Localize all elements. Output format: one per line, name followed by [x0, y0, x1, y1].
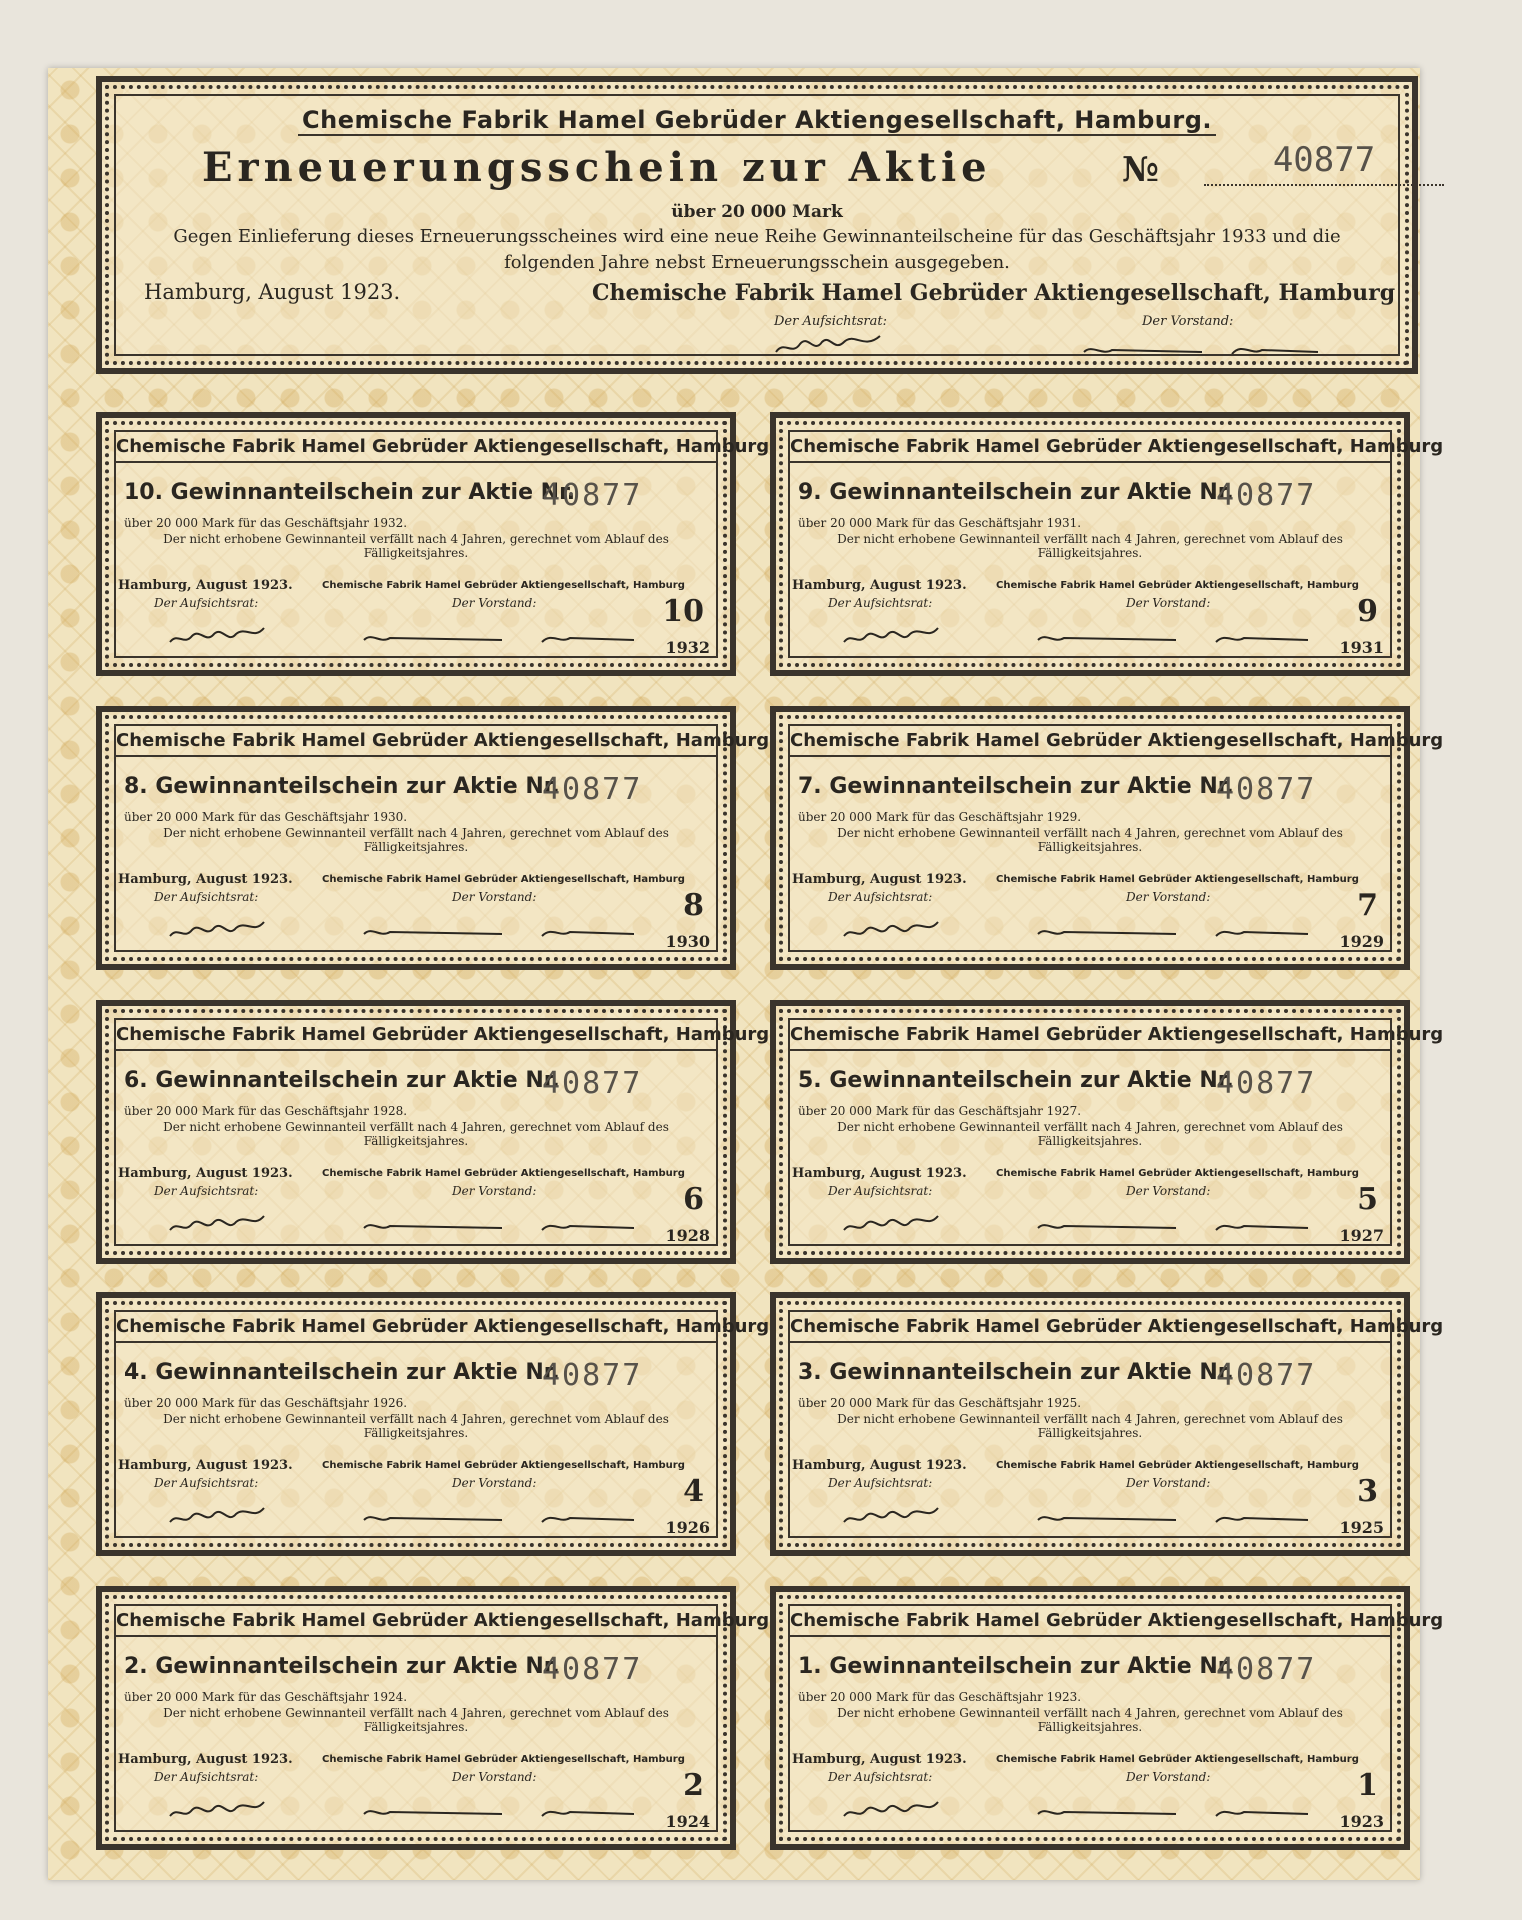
coupon-signer: Chemische Fabrik Hamel Gebrüder Aktiengesellschaft, Hamburg — [996, 1168, 1359, 1179]
coupon-year: 1931 — [1339, 638, 1384, 657]
coupon-share-number: 40877 — [1216, 478, 1317, 513]
coupon-company: Chemische Fabrik Hamel Gebrüder Aktiengesellschaft, Hamburg — [116, 1610, 716, 1637]
renewal-text: Gegen Einlieferung dieses Erneuerungsscheines wird eine neue Reihe Gewinnanteilscheine für das Geschäftsjahr 1933 und die folgenden Jahre nebst Erneuerungsschein ausgegeben. — [173, 226, 1341, 273]
coupon-terms: Der nicht erhobene Gewinnanteil verfällt nach 4 Jahren, gerechnet vom Ablauf des Fälligkeitsjahres. — [837, 1706, 1343, 1734]
coupon-signer: Chemische Fabrik Hamel Gebrüder Aktiengesellschaft, Hamburg — [322, 874, 685, 885]
signature-supervisory — [842, 1212, 942, 1238]
signature-supervisory — [168, 918, 268, 944]
coupon-sequence-number: 4 — [683, 1474, 704, 1509]
coupon-place-date: Hamburg, August 1923. — [118, 1166, 293, 1181]
coupon-terms: Der nicht erhobene Gewinnanteil verfällt nach 4 Jahren, gerechnet vom Ablauf des Fälligkeitsjahres. — [163, 1120, 669, 1148]
coupon-signer: Chemische Fabrik Hamel Gebrüder Aktiengesellschaft, Hamburg — [996, 1754, 1359, 1765]
coupon-sequence-number: 9 — [1357, 594, 1378, 629]
coupon-sequence-number: 5 — [1357, 1182, 1378, 1217]
coupon-title: 3. Gewinnanteilschein zur Aktie Nr. — [798, 1360, 1234, 1385]
signature-board — [1036, 922, 1316, 944]
coupon-supervisory-label: Der Aufsichtsrat: — [154, 890, 259, 904]
signature-board — [1036, 1508, 1316, 1530]
coupon-fiscal-year-text: über 20 000 Mark für das Geschäftsjahr 1928. — [124, 1104, 408, 1118]
coupon-terms: Der nicht erhobene Gewinnanteil verfällt nach 4 Jahren, gerechnet vom Ablauf des Fälligkeitsjahres. — [837, 1412, 1343, 1440]
coupon-share-number: 40877 — [542, 1066, 643, 1101]
coupon-signer: Chemische Fabrik Hamel Gebrüder Aktiengesellschaft, Hamburg — [322, 1460, 685, 1471]
dividend-coupon-5 — [770, 1000, 1444, 1264]
coupon-title: 6. Gewinnanteilschein zur Aktie Nr. — [124, 1068, 560, 1093]
coupon-title: 2. Gewinnanteilschein zur Aktie Nr. — [124, 1654, 560, 1679]
coupon-share-number: 40877 — [1216, 1066, 1317, 1101]
signature-board — [362, 1216, 642, 1238]
signature-board — [1036, 1216, 1316, 1238]
coupon-title: 9. Gewinnanteilschein zur Aktie Nr. — [798, 480, 1234, 505]
coupon-share-number: 40877 — [542, 1358, 643, 1393]
coupon-title: 1. Gewinnanteilschein zur Aktie Nr. — [798, 1654, 1234, 1679]
coupon-supervisory-label: Der Aufsichtsrat: — [828, 1184, 933, 1198]
coupon-share-number: 40877 — [542, 1652, 643, 1687]
coupon-sequence-number: 6 — [683, 1182, 704, 1217]
coupon-supervisory-label: Der Aufsichtsrat: — [154, 596, 259, 610]
coupon-year: 1929 — [1339, 932, 1384, 951]
coupon-fiscal-year-text: über 20 000 Mark für das Geschäftsjahr 1924. — [124, 1690, 408, 1704]
coupon-supervisory-label: Der Aufsichtsrat: — [154, 1476, 259, 1490]
coupon-company: Chemische Fabrik Hamel Gebrüder Aktiengesellschaft, Hamburg — [116, 730, 716, 757]
coupon-fiscal-year-text: über 20 000 Mark für das Geschäftsjahr 1923. — [798, 1690, 1082, 1704]
renewal-share-number: 40877 — [1204, 140, 1444, 186]
signature-supervisory — [774, 330, 884, 360]
coupon-board-label: Der Vorstand: — [1126, 1770, 1211, 1784]
number-sign: № — [1122, 150, 1159, 190]
coupon-share-number: 40877 — [1216, 1652, 1317, 1687]
dividend-coupon-2 — [96, 1586, 770, 1850]
coupon-sequence-number: 7 — [1357, 888, 1378, 923]
coupon-year: 1928 — [665, 1226, 710, 1245]
coupon-fiscal-year-text: über 20 000 Mark für das Geschäftsjahr 1927. — [798, 1104, 1082, 1118]
coupon-title: 10. Gewinnanteilschein zur Aktie Nr. — [124, 480, 576, 505]
coupon-signer: Chemische Fabrik Hamel Gebrüder Aktiengesellschaft, Hamburg — [322, 1168, 685, 1179]
coupon-company: Chemische Fabrik Hamel Gebrüder Aktiengesellschaft, Hamburg — [116, 1024, 716, 1051]
signature-board — [362, 628, 642, 650]
coupon-board-label: Der Vorstand: — [452, 596, 537, 610]
dividend-coupon-7 — [770, 706, 1444, 970]
coupon-year: 1923 — [1339, 1812, 1384, 1831]
signature-board — [1036, 628, 1316, 650]
coupon-signer: Chemische Fabrik Hamel Gebrüder Aktiengesellschaft, Hamburg — [996, 1460, 1359, 1471]
coupon-terms: Der nicht erhobene Gewinnanteil verfällt nach 4 Jahren, gerechnet vom Ablauf des Fälligkeitsjahres. — [837, 1120, 1343, 1148]
coupon-company: Chemische Fabrik Hamel Gebrüder Aktiengesellschaft, Hamburg — [116, 436, 716, 463]
coupon-share-number: 40877 — [1216, 772, 1317, 807]
coupon-year: 1926 — [665, 1518, 710, 1537]
coupon-place-date: Hamburg, August 1923. — [118, 872, 293, 887]
dividend-coupon-10 — [96, 412, 770, 676]
renewal-signer: Chemische Fabrik Hamel Gebrüder Aktiengesellschaft, Hamburg — [592, 280, 1396, 306]
coupon-share-number: 40877 — [542, 772, 643, 807]
coupon-supervisory-label: Der Aufsichtsrat: — [828, 1770, 933, 1784]
renewal-board-label: Der Vorstand: — [1142, 314, 1234, 329]
coupon-board-label: Der Vorstand: — [1126, 890, 1211, 904]
coupon-terms: Der nicht erhobene Gewinnanteil verfällt nach 4 Jahren, gerechnet vom Ablauf des Fälligkeitsjahres. — [163, 1706, 669, 1734]
coupon-supervisory-label: Der Aufsichtsrat: — [828, 1476, 933, 1490]
signature-board — [362, 1508, 642, 1530]
coupon-place-date: Hamburg, August 1923. — [792, 1458, 967, 1473]
renewal-coupon — [96, 76, 1418, 374]
signature-supervisory — [842, 624, 942, 650]
coupon-title: 4. Gewinnanteilschein zur Aktie Nr. — [124, 1360, 560, 1385]
signature-supervisory — [168, 1504, 268, 1530]
coupon-supervisory-label: Der Aufsichtsrat: — [828, 890, 933, 904]
coupon-signer: Chemische Fabrik Hamel Gebrüder Aktiengesellschaft, Hamburg — [996, 580, 1359, 591]
coupon-supervisory-label: Der Aufsichtsrat: — [154, 1770, 259, 1784]
coupon-signer: Chemische Fabrik Hamel Gebrüder Aktiengesellschaft, Hamburg — [322, 580, 685, 591]
coupon-place-date: Hamburg, August 1923. — [118, 1458, 293, 1473]
coupon-company: Chemische Fabrik Hamel Gebrüder Aktiengesellschaft, Hamburg — [790, 1024, 1390, 1051]
coupon-year: 1930 — [665, 932, 710, 951]
coupon-sequence-number: 3 — [1357, 1474, 1378, 1509]
signature-board — [362, 922, 642, 944]
coupon-board-label: Der Vorstand: — [452, 1770, 537, 1784]
coupon-year: 1932 — [665, 638, 710, 657]
coupon-title: 8. Gewinnanteilschein zur Aktie Nr. — [124, 774, 560, 799]
coupon-company: Chemische Fabrik Hamel Gebrüder Aktiengesellschaft, Hamburg — [790, 436, 1390, 463]
coupon-fiscal-year-text: über 20 000 Mark für das Geschäftsjahr 1929. — [798, 810, 1082, 824]
coupon-board-label: Der Vorstand: — [1126, 1184, 1211, 1198]
coupon-company: Chemische Fabrik Hamel Gebrüder Aktiengesellschaft, Hamburg — [116, 1316, 716, 1343]
dividend-coupon-3 — [770, 1292, 1444, 1556]
coupon-terms: Der nicht erhobene Gewinnanteil verfällt nach 4 Jahren, gerechnet vom Ablauf des Fälligkeitsjahres. — [163, 1412, 669, 1440]
renewal-place-date: Hamburg, August 1923. — [144, 280, 401, 304]
coupon-place-date: Hamburg, August 1923. — [118, 578, 293, 593]
coupon-board-label: Der Vorstand: — [452, 1184, 537, 1198]
coupon-terms: Der nicht erhobene Gewinnanteil verfällt nach 4 Jahren, gerechnet vom Ablauf des Fälligkeitsjahres. — [837, 826, 1343, 854]
signature-supervisory — [168, 624, 268, 650]
coupon-sequence-number: 10 — [662, 594, 704, 629]
coupon-fiscal-year-text: über 20 000 Mark für das Geschäftsjahr 1932. — [124, 516, 408, 530]
signature-supervisory — [842, 918, 942, 944]
renewal-title: Erneuerungsschein zur Aktie — [202, 144, 992, 191]
coupon-terms: Der nicht erhobene Gewinnanteil verfällt nach 4 Jahren, gerechnet vom Ablauf des Fälligkeitsjahres. — [837, 532, 1343, 560]
coupon-year: 1925 — [1339, 1518, 1384, 1537]
coupon-place-date: Hamburg, August 1923. — [118, 1752, 293, 1767]
renewal-supervisory-label: Der Aufsichtsrat: — [774, 314, 887, 329]
coupon-board-label: Der Vorstand: — [452, 1476, 537, 1490]
coupon-year: 1924 — [665, 1812, 710, 1831]
coupon-terms: Der nicht erhobene Gewinnanteil verfällt nach 4 Jahren, gerechnet vom Ablauf des Fälligkeitsjahres. — [163, 532, 669, 560]
signature-supervisory — [842, 1798, 942, 1824]
signature-supervisory — [168, 1212, 268, 1238]
coupon-sequence-number: 8 — [683, 888, 704, 923]
coupon-signer: Chemische Fabrik Hamel Gebrüder Aktiengesellschaft, Hamburg — [322, 1754, 685, 1765]
dividend-coupon-4 — [96, 1292, 770, 1556]
coupon-title: 7. Gewinnanteilschein zur Aktie Nr. — [798, 774, 1234, 799]
coupon-board-label: Der Vorstand: — [1126, 1476, 1211, 1490]
coupon-fiscal-year-text: über 20 000 Mark für das Geschäftsjahr 1926. — [124, 1396, 408, 1410]
coupon-year: 1927 — [1339, 1226, 1384, 1245]
coupon-supervisory-label: Der Aufsichtsrat: — [154, 1184, 259, 1198]
renewal-company: Chemische Fabrik Hamel Gebrüder Aktiengesellschaft, Hamburg. — [102, 106, 1412, 134]
dividend-coupon-9 — [770, 412, 1444, 676]
coupon-title: 5. Gewinnanteilschein zur Aktie Nr. — [798, 1068, 1234, 1093]
coupon-company: Chemische Fabrik Hamel Gebrüder Aktiengesellschaft, Hamburg — [790, 1316, 1390, 1343]
signature-board — [1082, 338, 1322, 362]
coupon-place-date: Hamburg, August 1923. — [792, 1752, 967, 1767]
coupon-signer: Chemische Fabrik Hamel Gebrüder Aktiengesellschaft, Hamburg — [996, 874, 1359, 885]
coupon-sequence-number: 1 — [1357, 1768, 1378, 1803]
coupon-share-number: 40877 — [542, 478, 643, 513]
signature-supervisory — [168, 1798, 268, 1824]
coupon-place-date: Hamburg, August 1923. — [792, 1166, 967, 1181]
signature-board — [1036, 1802, 1316, 1824]
coupon-place-date: Hamburg, August 1923. — [792, 578, 967, 593]
coupon-place-date: Hamburg, August 1923. — [792, 872, 967, 887]
coupon-sequence-number: 2 — [683, 1768, 704, 1803]
coupon-terms: Der nicht erhobene Gewinnanteil verfällt nach 4 Jahren, gerechnet vom Ablauf des Fälligkeitsjahres. — [163, 826, 669, 854]
coupon-fiscal-year-text: über 20 000 Mark für das Geschäftsjahr 1925. — [798, 1396, 1082, 1410]
coupon-fiscal-year-text: über 20 000 Mark für das Geschäftsjahr 1930. — [124, 810, 408, 824]
coupon-company: Chemische Fabrik Hamel Gebrüder Aktiengesellschaft, Hamburg — [790, 730, 1390, 757]
dividend-coupon-8 — [96, 706, 770, 970]
coupon-board-label: Der Vorstand: — [452, 890, 537, 904]
signature-board — [362, 1802, 642, 1824]
signature-supervisory — [842, 1504, 942, 1530]
dividend-coupon-6 — [96, 1000, 770, 1264]
coupon-fiscal-year-text: über 20 000 Mark für das Geschäftsjahr 1931. — [798, 516, 1082, 530]
coupon-supervisory-label: Der Aufsichtsrat: — [828, 596, 933, 610]
coupon-share-number: 40877 — [1216, 1358, 1317, 1393]
coupon-company: Chemische Fabrik Hamel Gebrüder Aktiengesellschaft, Hamburg — [790, 1610, 1390, 1637]
renewal-amount: über 20 000 Mark — [671, 202, 843, 222]
dividend-coupon-1 — [770, 1586, 1444, 1850]
coupon-board-label: Der Vorstand: — [1126, 596, 1211, 610]
